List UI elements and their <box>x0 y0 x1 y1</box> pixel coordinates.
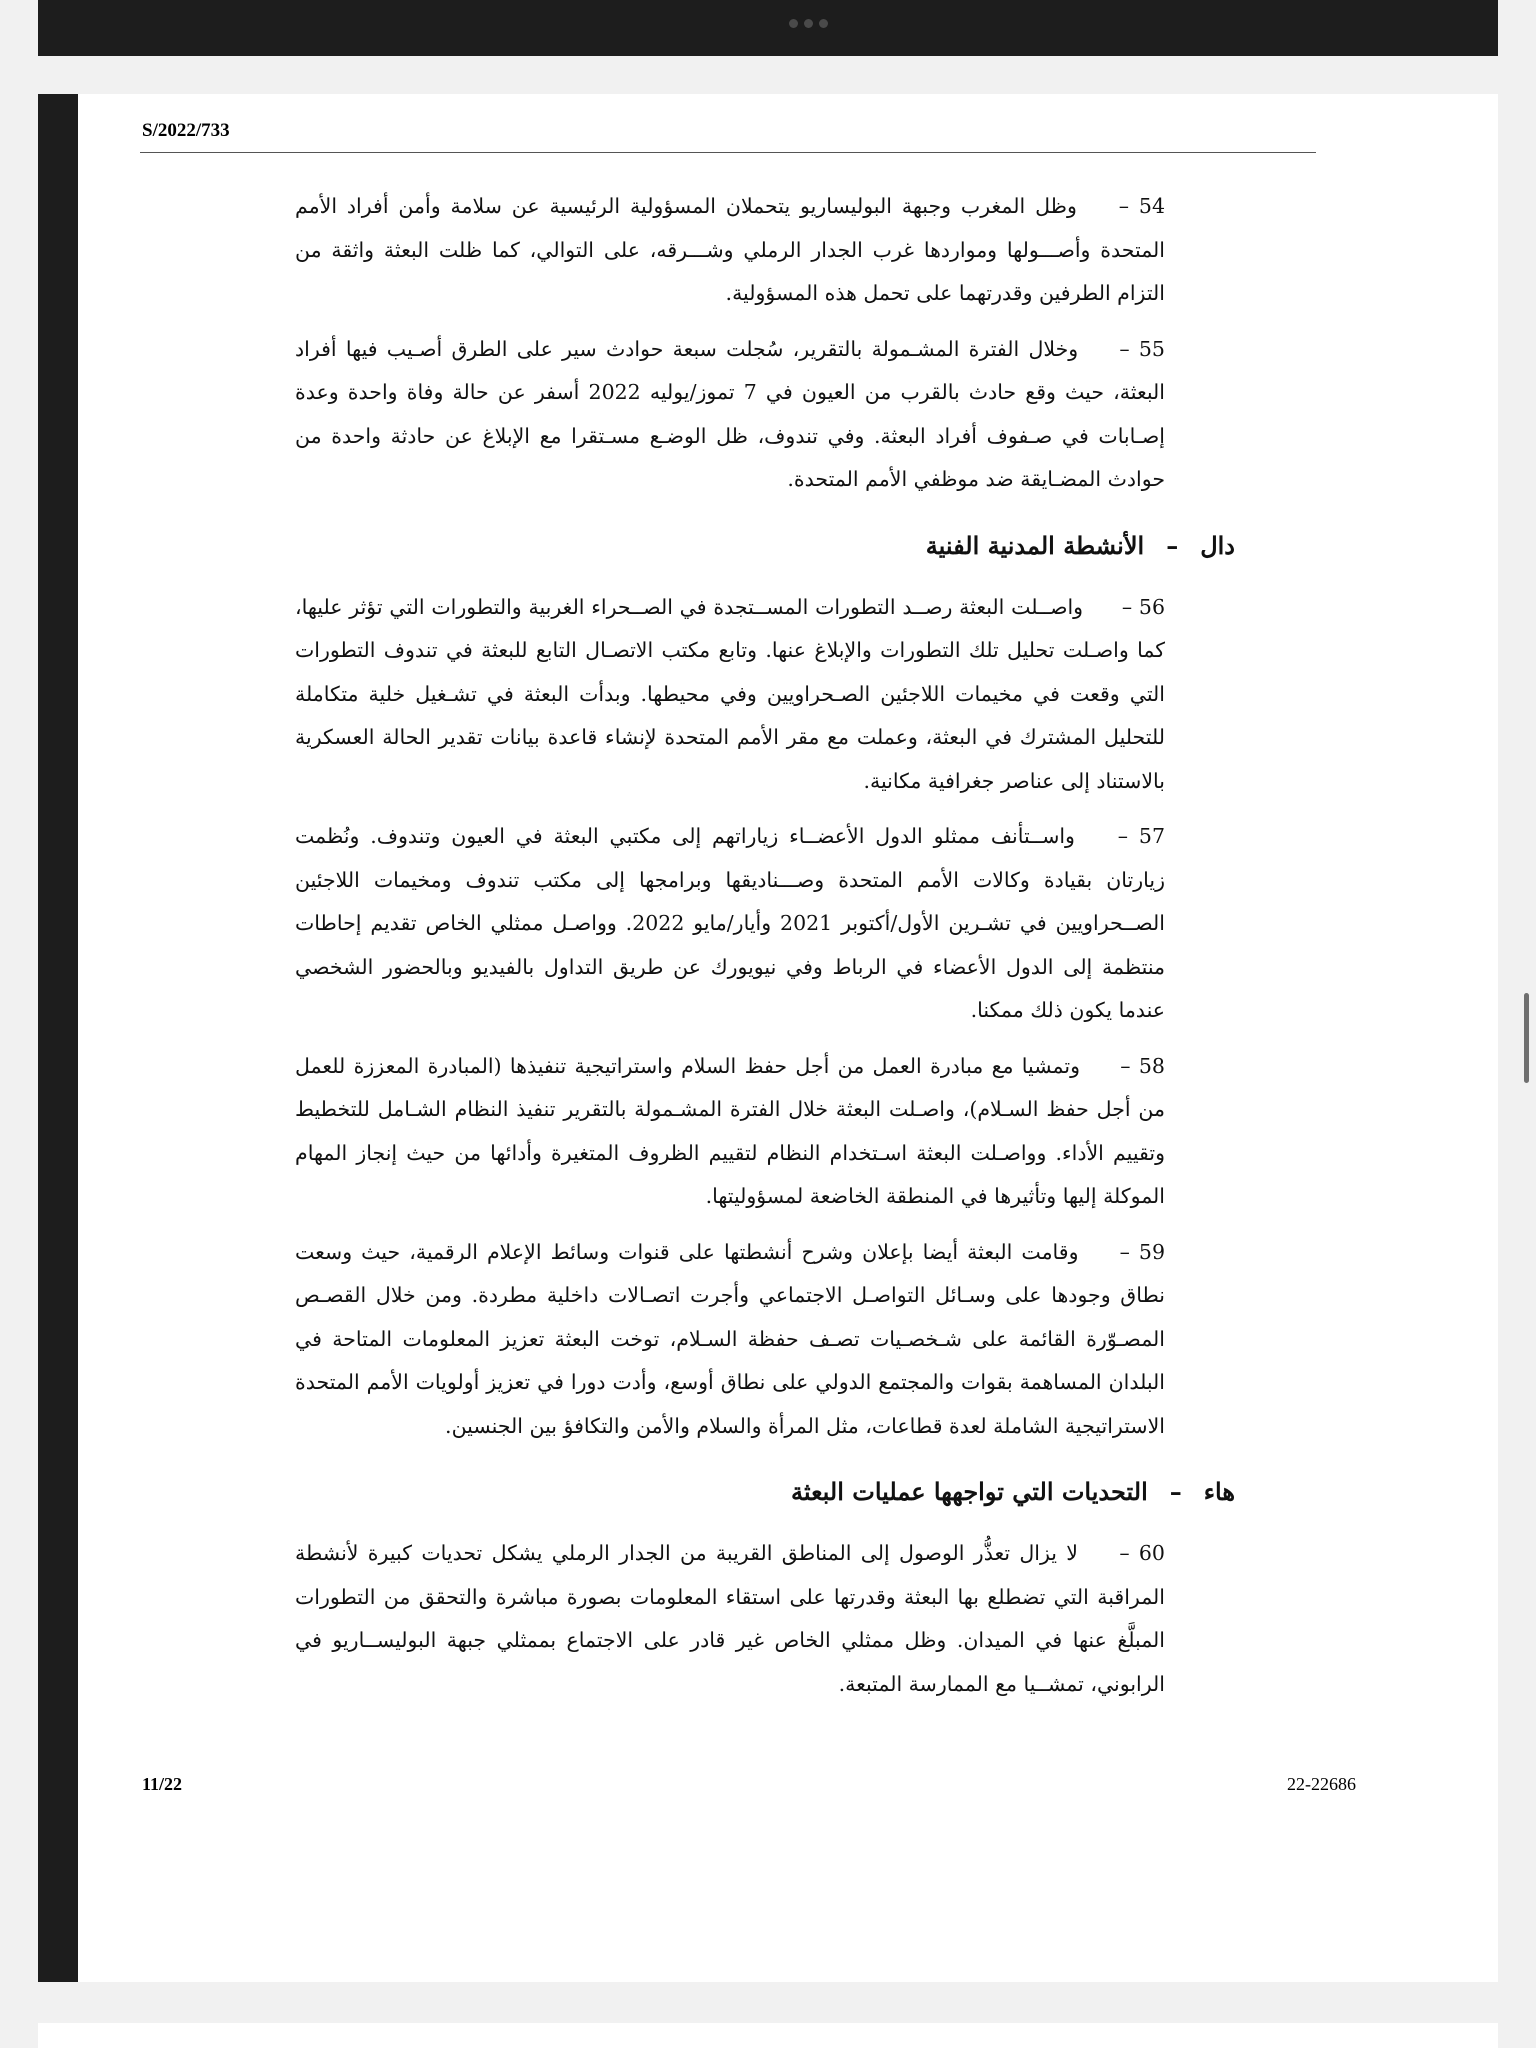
paragraph-number: 56 – <box>1115 594 1165 619</box>
section-heading-haa: هاء – التحديات التي تواجهها عمليات البعثة <box>295 1470 1235 1514</box>
document-symbol: S/2022/733 <box>142 120 230 141</box>
paragraph-number: 55 – <box>1110 336 1165 361</box>
paragraph-text: واصــلت البعثة رصــد التطورات المســتجدة في الصــحراء الغربية والتطورات التي تؤثر عليها، كما واصـلت تحليل تلك التطورات والإبلاغ عنها. وتابع مكتب الاتصـال التابع للبعثة في تندوف التطورات التي وقعت في مخيمات اللاجئين الصـحراويين وفي محيطها. وبدأت البعثة في تشـغيل خلية متكاملة للتحليل المشترك في البعثة، وعملت مع مقر الأمم المتحدة لإنشاء قاعدة بيانات تقدير الحالة العسكرية بالاستناد إلى عناصر جغرافية مكانية. <box>295 594 1165 793</box>
section-title: التحديات التي تواجهها عمليات البعثة <box>790 1477 1148 1506</box>
viewer-top-bar <box>38 0 1498 56</box>
paragraph-number: 58 – <box>1111 1053 1165 1078</box>
scrollbar-thumb[interactable] <box>1524 993 1529 1083</box>
paragraph-55 <box>295 328 1165 502</box>
paragraph-number: 57 – <box>1106 824 1165 848</box>
paragraph-text: واســتأنف ممثلو الدول الأعضــاء زياراتهم إلى مكتبي البعثة في العيون وتندوف. ونُظمت زيارتان بقيادة وكالات الأمم المتحدة وصـــناديقها وبرامجها إلى مكتب تندوف ومخيمات اللاجئين الصــحراويين في تشـرين الأول/أكتوبر 2021 وأيار/مايو 2022. وواصـل ممثلي الخاص تقديم إحاطات منتظمة إلى الدول الأعضاء في الرباط وفي نيويورك عن طريق التداول بالفيديو وبالحضور الشخصي عندما يكون ذلك ممكنا. <box>295 824 1165 1022</box>
section-letter: دال <box>1200 530 1235 560</box>
paragraph-text: وظل المغرب وجبهة البوليساريو يتحملان المسؤولية الرئيسية عن سلامة وأمن أفراد الأمم المتحدة وأصـــولها ومواردها غرب الجدار الرملي وشـــرقه، على التوالي، كما ظلت البعثة واثقة من التزام الطرفين وقدرتهما على تحمل هذه المسؤولية. <box>295 194 1165 305</box>
paragraph-text: لا يزال تعذُّر الوصول إلى المناطق القريبة من الجدار الرملي يشكل تحديات كبيرة لأنشطة المراقبة التي تضطلع بها البعثة وقدرتها على استقاء المعلومات بصورة مباشرة والتحقق من التطورات المبلَّغ عنها في الميدان. وظل ممثلي الخاص غير قادر على الاجتماع بممثلي جبهة البوليســاريو في الرابوني، تمشــيا مع الممارسة المتبعة. <box>295 1541 1165 1696</box>
next-page-edge <box>38 2023 1498 2048</box>
paragraph-54 <box>295 185 1165 316</box>
paragraph-59 <box>295 1231 1165 1449</box>
paragraph-number: 59 – <box>1110 1239 1165 1264</box>
paragraph-text: وقامت البعثة أيضا بإعلان وشرح أنشطتها على قنوات وسائط الإعلام الرقمية، حيث وسعت نطاق وجودها على وسـائل التواصـل الاجتماعي وأجرت اتصـالات داخلية مطردة. ومن خلال القصـص المصـوّرة القائمة على شـخصـيات تصـف حفظة السـلام، توخت البعثة تعزيز المعلومات المتاحة في البلدان المساهمة بقوات والمجتمع الدولي على نطاق أوسع، وأدت دورا في تعزيز أولويات الأمم المتحدة الاستراتيجية الشاملة لعدة قطاعات، مثل المرأة والسلام والأمن والتكافؤ بين الجنسين. <box>295 1239 1165 1438</box>
paragraph-text: وتمشيا مع مبادرة العمل من أجل حفظ السلام واستراتيجية تنفيذها (المبادرة المعززة للعمل من أجل حفظ السـلام)، واصـلت البعثة خلال الفترة المشـمولة بالتقرير تنفيذ النظام الشـامل للتخطيط وتقييم الأداء. وواصـلت البعثة اسـتخدام النظام لتقييم الظروف المتغيرة وأدائها من حيث إنجاز المهام الموكلة إليها وتأثيرها في المنطقة الخاضعة لمسؤوليتها. <box>295 1053 1165 1208</box>
document-number: 22-22686 <box>1287 1774 1356 1794</box>
section-title: الأنشطة المدنية الفنية <box>925 530 1145 560</box>
header-divider <box>140 152 1316 153</box>
document-body <box>295 185 1235 1718</box>
paragraph-number: 60 – <box>1110 1541 1165 1565</box>
paragraph-text: وخلال الفترة المشـمولة بالتقرير، سُجلت سبعة حوادث سير على الطرق أصـيب فيها أفراد البعثة، حيث وقع حادث بالقرب من العيون في 7 تموز/يوليه 2022 أسفر عن حالة وفاة واحدة وعدة إصـابات في صـفوف أفراد البعثة. وفي تندوف، ظل الوضـع مسـتقرا مع الإبلاغ عن حادثة واحدة من حوادث المضـايقة ضد موظفي الأمم المتحدة. <box>295 336 1165 491</box>
paragraph-number: 54 – <box>1108 194 1165 218</box>
page-number: 11/22 <box>142 1774 183 1794</box>
paragraph-58 <box>295 1045 1165 1219</box>
paragraph-56 <box>295 586 1165 804</box>
paragraph-60 <box>295 1532 1165 1706</box>
more-options-icon[interactable] <box>778 19 838 31</box>
section-letter: هاء <box>1203 1477 1235 1506</box>
section-heading-dal: دال – الأنشطة المدنية الفنية <box>295 524 1235 568</box>
paragraph-57 <box>295 815 1165 1033</box>
